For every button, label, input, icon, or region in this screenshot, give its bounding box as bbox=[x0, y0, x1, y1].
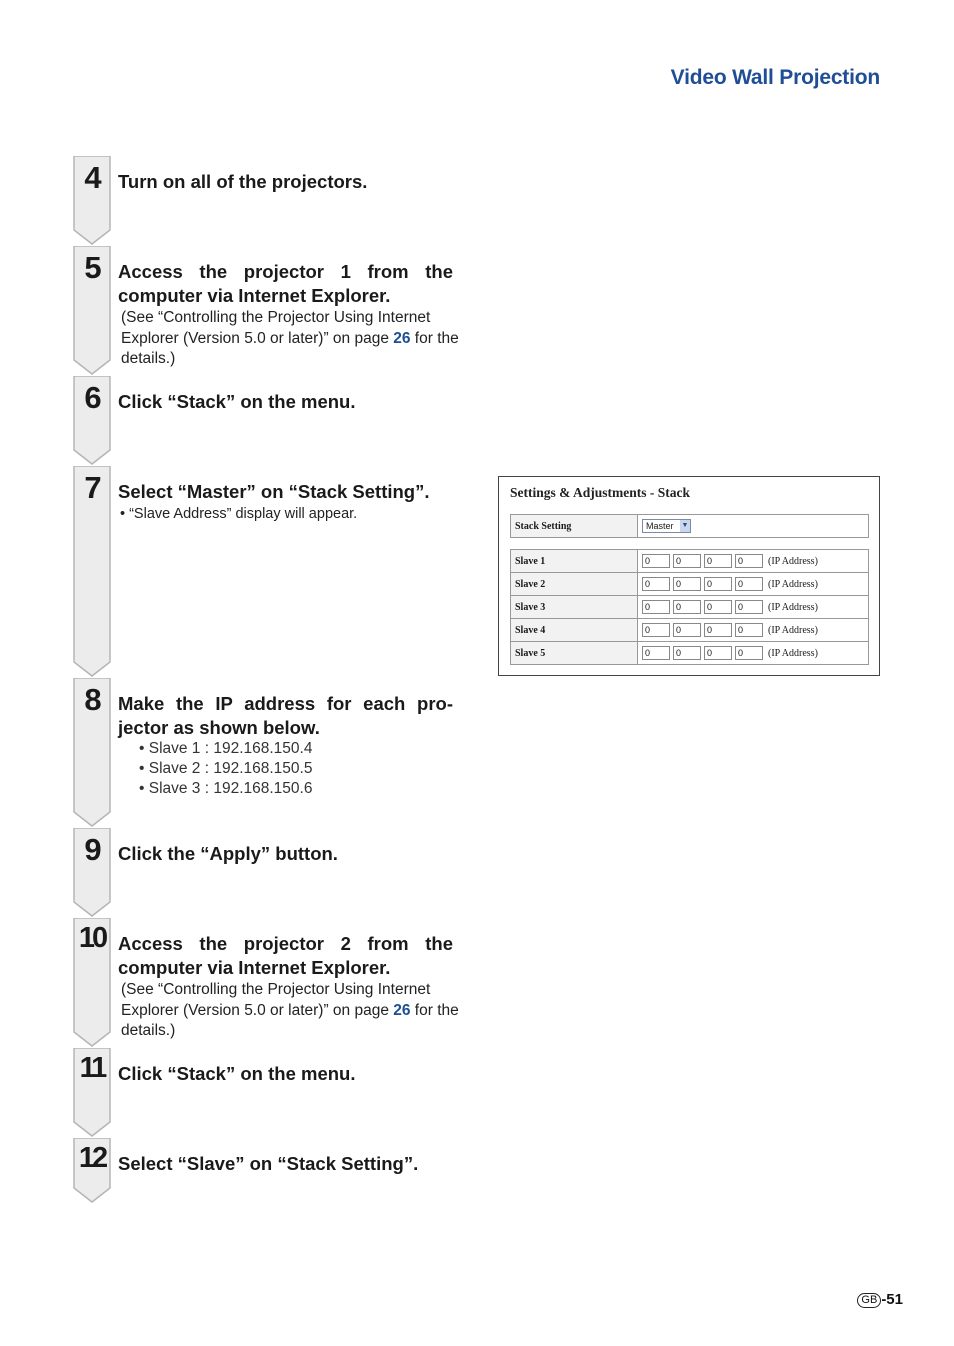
region-badge: GB bbox=[857, 1293, 881, 1308]
stack-setting-table bbox=[510, 514, 869, 538]
ip-address-cell bbox=[638, 642, 869, 665]
step-number: 11 bbox=[79, 1052, 105, 1084]
step-number: 4 bbox=[84, 160, 100, 195]
note-text: for the details.) bbox=[121, 329, 459, 367]
step-number: 5 bbox=[84, 250, 100, 285]
page-number bbox=[857, 1291, 903, 1308]
step-8 bbox=[73, 678, 473, 828]
ip-address-note: (IP Address) bbox=[768, 578, 818, 590]
step-number: 12 bbox=[78, 1142, 106, 1174]
note-text: for the details.) bbox=[121, 1001, 459, 1039]
step-5 bbox=[73, 246, 473, 376]
ip-octet-input[interactable]: 0 bbox=[735, 554, 763, 568]
ip-octet-input[interactable]: 0 bbox=[642, 554, 670, 568]
step-number: 10 bbox=[78, 922, 106, 954]
ip-address-note: (IP Address) bbox=[768, 624, 818, 636]
step-heading: Click “Stack” on the menu. bbox=[118, 1063, 356, 1084]
ip-octet-input[interactable]: 0 bbox=[704, 623, 732, 637]
ip-address-note: (IP Address) bbox=[768, 601, 818, 613]
step-number: 8 bbox=[84, 682, 100, 717]
stack-setting-select[interactable] bbox=[642, 519, 691, 533]
step-note bbox=[121, 980, 466, 1042]
page-number-text: -51 bbox=[881, 1291, 903, 1308]
step-heading: Turn on all of the projectors. bbox=[118, 171, 368, 192]
page-link[interactable]: 26 bbox=[393, 1001, 411, 1019]
step-heading: Make the IP address for each pro-jector as shown below. bbox=[118, 693, 453, 738]
step-heading: Access the projector 2 from the computer via Internet Explorer. bbox=[118, 933, 453, 978]
step-heading: Click “Stack” on the menu. bbox=[118, 391, 356, 412]
table-row bbox=[511, 596, 869, 619]
step-note: • “Slave Address” display will appear. bbox=[120, 506, 358, 522]
ip-octet-input[interactable]: 0 bbox=[642, 646, 670, 660]
ip-octet-input[interactable]: 0 bbox=[704, 600, 732, 614]
slave-address-table bbox=[510, 549, 869, 665]
section-title: Video Wall Projection bbox=[670, 66, 880, 89]
slave-label: Slave 4 bbox=[511, 619, 638, 642]
step-heading: Select “Slave” on “Stack Setting”. bbox=[118, 1153, 419, 1174]
ip-address-note: (IP Address) bbox=[768, 647, 818, 659]
select-value: Master bbox=[646, 521, 674, 531]
slave-label: Slave 5 bbox=[511, 642, 638, 665]
ip-address-cell bbox=[638, 550, 869, 573]
ip-octet-input[interactable]: 0 bbox=[642, 600, 670, 614]
step-9 bbox=[73, 828, 473, 918]
step-heading: Click the “Apply” button. bbox=[118, 843, 338, 864]
step-heading: Select “Master” on “Stack Setting”. bbox=[118, 481, 430, 502]
ip-octet-input[interactable]: 0 bbox=[673, 554, 701, 568]
step-number: 7 bbox=[84, 470, 100, 505]
ip-address-note: (IP Address) bbox=[768, 555, 818, 567]
ip-octet-input[interactable]: 0 bbox=[673, 623, 701, 637]
stack-settings-screenshot bbox=[498, 476, 880, 676]
ip-octet-input[interactable]: 0 bbox=[735, 577, 763, 591]
slave-label: Slave 3 bbox=[511, 596, 638, 619]
step-10 bbox=[73, 918, 473, 1048]
ip-octet-input[interactable]: 0 bbox=[642, 623, 670, 637]
step-11 bbox=[73, 1048, 473, 1138]
ip-address-cell bbox=[638, 573, 869, 596]
slave-label: Slave 1 bbox=[511, 550, 638, 573]
slave-label: Slave 2 bbox=[511, 573, 638, 596]
ip-octet-input[interactable]: 0 bbox=[673, 646, 701, 660]
stack-setting-cell bbox=[638, 515, 869, 538]
chevron-down-icon[interactable]: ▼ bbox=[680, 520, 690, 532]
page-link[interactable]: 26 bbox=[393, 329, 411, 347]
ip-octet-input[interactable]: 0 bbox=[704, 577, 732, 591]
step-note bbox=[121, 308, 466, 370]
table-row bbox=[511, 573, 869, 596]
step-12 bbox=[73, 1138, 473, 1204]
step-number: 6 bbox=[84, 380, 100, 415]
table-row bbox=[511, 619, 869, 642]
step-7 bbox=[73, 466, 473, 678]
ip-address-cell bbox=[638, 596, 869, 619]
ip-address-cell bbox=[638, 619, 869, 642]
list-item: • Slave 3 : 192.168.150.6 bbox=[139, 780, 313, 797]
ip-octet-input[interactable]: 0 bbox=[735, 600, 763, 614]
table-row bbox=[511, 550, 869, 573]
step-number: 9 bbox=[84, 832, 100, 867]
step-4 bbox=[73, 156, 473, 246]
ip-bullet-list bbox=[139, 739, 312, 799]
note-text: (See “Controlling the Projector Using Internet Explorer (Version 5.0 or later)” on page bbox=[121, 981, 431, 1019]
step-6 bbox=[73, 376, 473, 466]
ip-octet-input[interactable]: 0 bbox=[673, 577, 701, 591]
ip-octet-input[interactable]: 0 bbox=[735, 623, 763, 637]
stack-setting-label: Stack Setting bbox=[511, 515, 638, 538]
ip-octet-input[interactable]: 0 bbox=[673, 600, 701, 614]
step-heading: Access the projector 1 from the computer via Internet Explorer. bbox=[118, 261, 453, 306]
ip-octet-input[interactable]: 0 bbox=[704, 554, 732, 568]
list-item: • Slave 1 : 192.168.150.4 bbox=[139, 740, 313, 757]
ip-octet-input[interactable]: 0 bbox=[704, 646, 732, 660]
panel-title: Settings & Adjustments - Stack bbox=[510, 485, 691, 500]
list-item: • Slave 2 : 192.168.150.5 bbox=[139, 760, 313, 777]
ip-octet-input[interactable]: 0 bbox=[642, 577, 670, 591]
ip-octet-input[interactable]: 0 bbox=[735, 646, 763, 660]
table-row bbox=[511, 642, 869, 665]
note-text: (See “Controlling the Projector Using Internet Explorer (Version 5.0 or later)” on page bbox=[121, 309, 431, 347]
